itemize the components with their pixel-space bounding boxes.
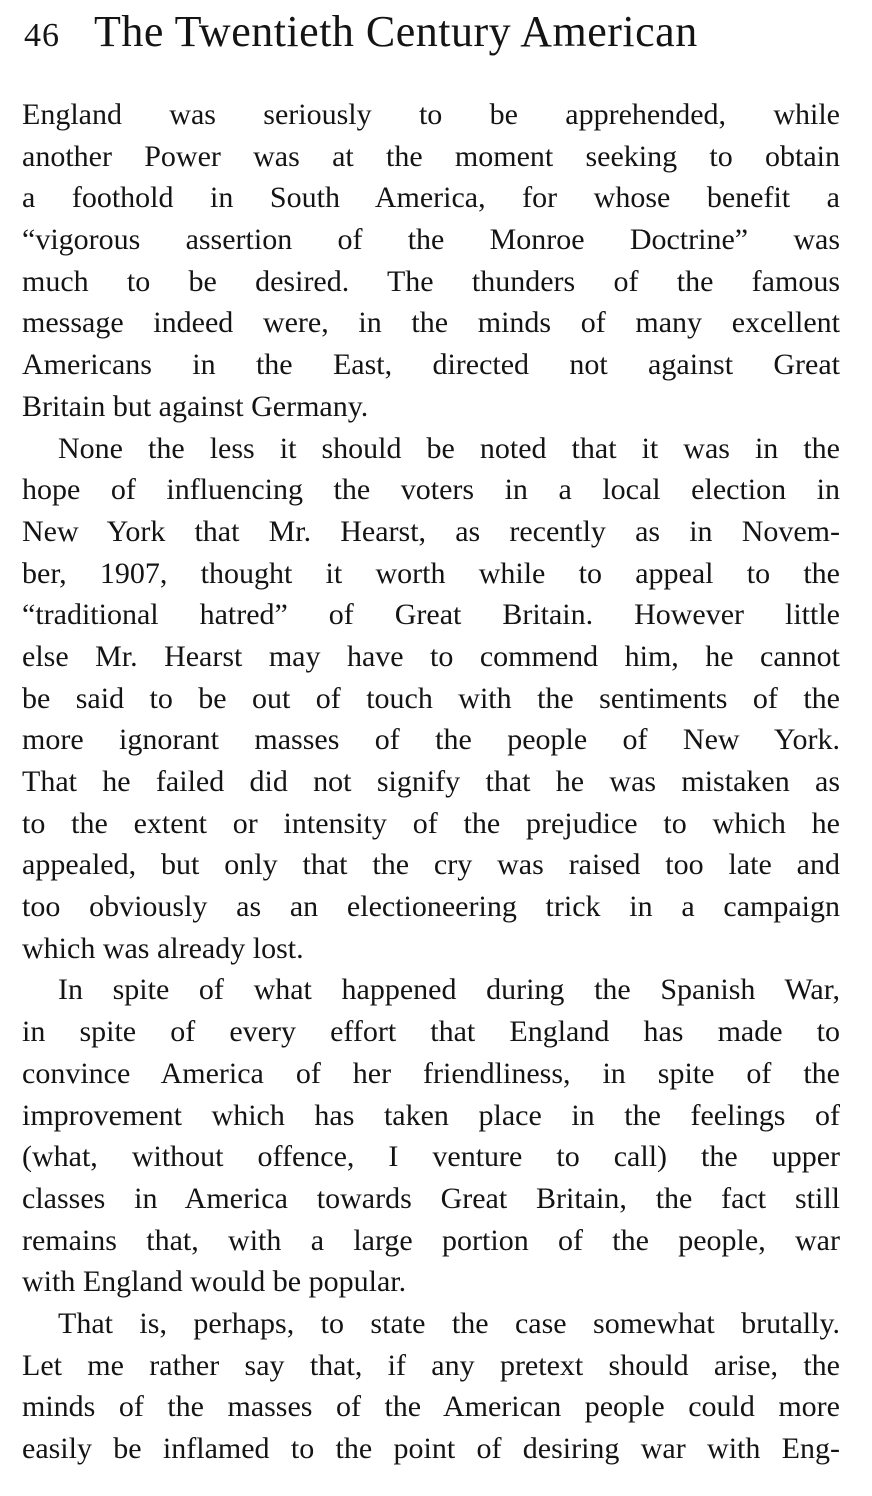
paragraph-first-line: In spite of what happened during the Spanish War, bbox=[58, 973, 840, 1007]
text-line: which was already lost. bbox=[22, 931, 304, 965]
text-line: England was seriously to be apprehended, while bbox=[22, 98, 840, 131]
text-line: New York that Mr. Hearst, as recently as in Novem- bbox=[22, 514, 840, 548]
running-title: The Twentieth Century American bbox=[94, 7, 698, 56]
text-line: That he failed did not signify that he was mistaken as bbox=[22, 765, 840, 798]
text-line: to the extent or intensity of the prejudice to which he bbox=[22, 806, 840, 840]
page-number: 46 bbox=[24, 17, 60, 54]
text-line: ber, 1907, thought it worth while to appeal to the bbox=[22, 556, 840, 590]
text-line: a foothold in South America, for whose benefit a bbox=[22, 181, 840, 215]
text-line: too obviously as an electioneering trick in a campaign bbox=[22, 890, 840, 924]
text-line: more ignorant masses of the people of New York. bbox=[22, 723, 840, 757]
text-line: message indeed were, in the minds of many excellent bbox=[22, 306, 840, 340]
text-line: convince America of her friendliness, in spite of the bbox=[22, 1056, 840, 1090]
text-line: appealed, but only that the cry was raised too late and bbox=[22, 848, 840, 882]
text-line: classes in America towards Great Britain, the fact still bbox=[22, 1181, 840, 1215]
text-line: Americans in the East, directed not against Great bbox=[22, 348, 840, 382]
text-line: improvement which has taken place in the feelings of bbox=[22, 1098, 840, 1132]
text-line: minds of the masses of the American people could more bbox=[22, 1390, 840, 1424]
text-line: “vigorous assertion of the Monroe Doctrine” was bbox=[22, 223, 840, 257]
paragraph-first-line: That is, perhaps, to state the case somewhat brutally. bbox=[58, 1306, 840, 1340]
text-line: (what, without offence, I venture to call) the upper bbox=[22, 1140, 840, 1174]
text-line: Let me rather say that, if any pretext should arise, the bbox=[22, 1348, 840, 1382]
text-line: with England would be popular. bbox=[22, 1265, 407, 1299]
text-line: remains that, with a large portion of the people, war bbox=[22, 1223, 840, 1257]
text-line: Britain but against Germany. bbox=[22, 389, 369, 423]
text-line: be said to be out of touch with the sentiments of the bbox=[22, 681, 840, 715]
text-line: in spite of every effort that England has made to bbox=[22, 1015, 840, 1049]
text-line: another Power was at the moment seeking to obtain bbox=[22, 139, 840, 173]
paragraph-first-line: None the less it should be noted that it was in the bbox=[58, 431, 840, 465]
text-line: hope of influencing the voters in a local election in bbox=[22, 473, 840, 507]
text-line: easily be inflamed to the point of desiring war with Eng- bbox=[22, 1432, 840, 1465]
running-head bbox=[24, 6, 854, 62]
text-line: “traditional hatred” of Great Britain. However little bbox=[22, 598, 840, 632]
text-line: much to be desired. The thunders of the famous bbox=[22, 264, 840, 298]
text-line: else Mr. Hearst may have to commend him, he cannot bbox=[22, 639, 840, 673]
body-text bbox=[22, 94, 840, 1470]
